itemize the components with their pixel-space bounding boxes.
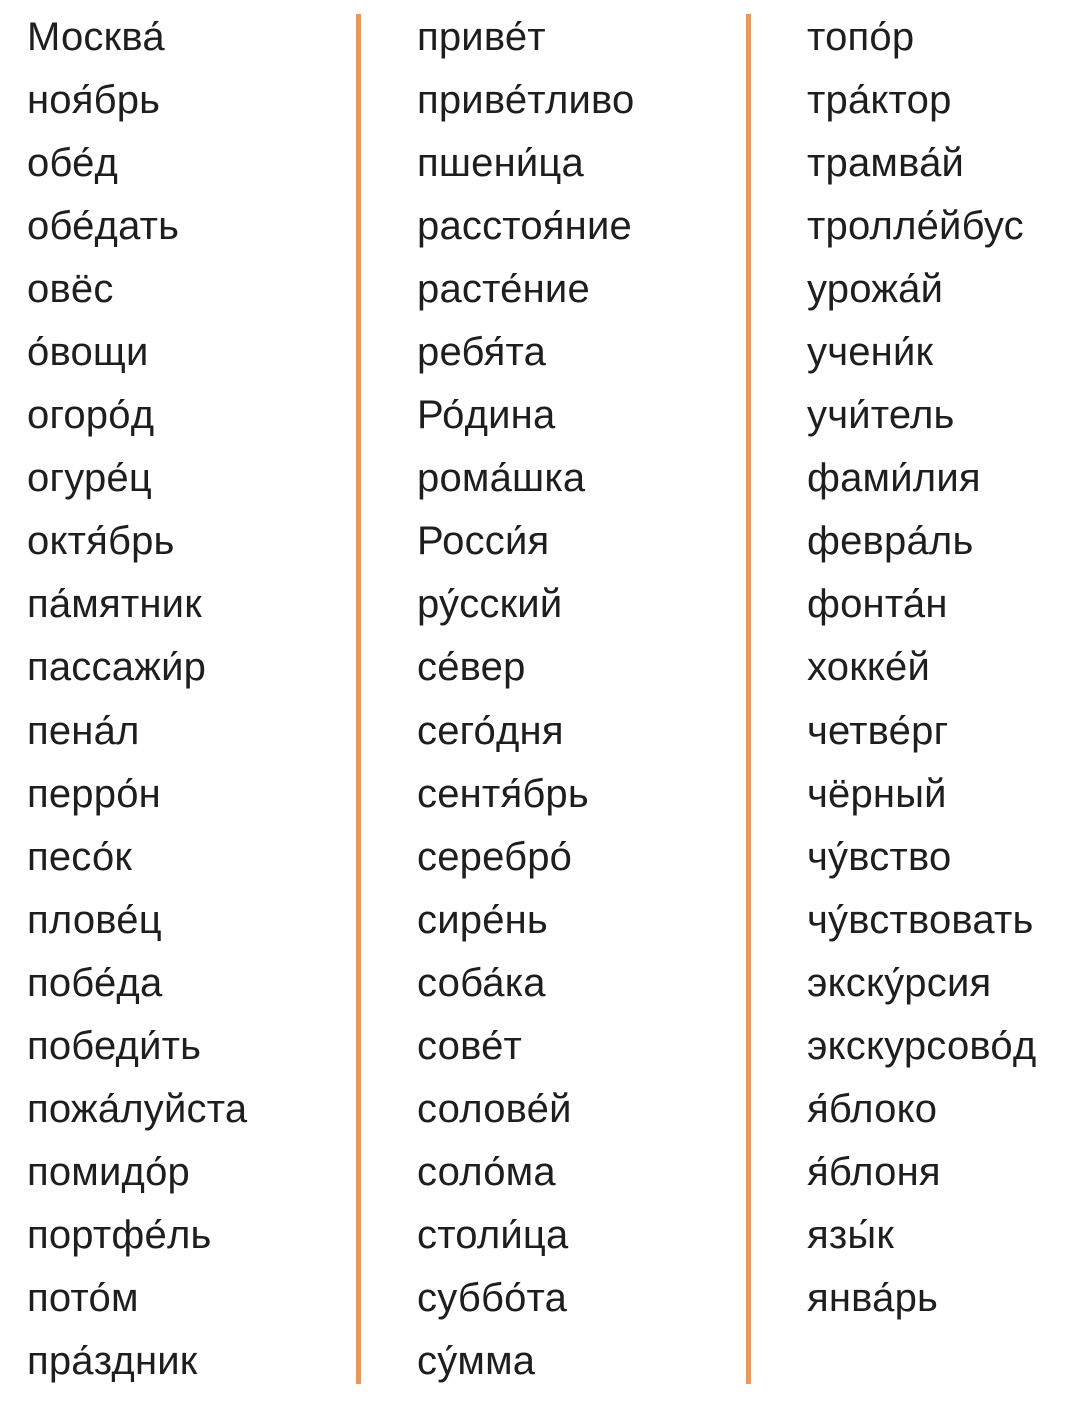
- word-item: плове́ц: [27, 897, 162, 942]
- word-item: о́вощи: [27, 330, 149, 375]
- word-column-2: [417, 6, 634, 1393]
- word-item: суббо́та: [417, 1275, 568, 1320]
- word-column-1: [27, 6, 247, 1393]
- word-item: песо́к: [27, 834, 133, 879]
- word-item: ру́сский: [417, 582, 563, 627]
- word-item: хокке́й: [807, 645, 931, 690]
- word-item: огоро́д: [27, 393, 155, 438]
- word-item: экскурсово́д: [807, 1023, 1037, 1068]
- word-item: ноя́брь: [27, 78, 161, 123]
- word-item: овёс: [27, 267, 114, 312]
- word-item: я́блоко: [807, 1086, 938, 1131]
- word-item: сентя́брь: [417, 771, 589, 816]
- word-item: победи́ть: [27, 1023, 202, 1068]
- word-item: па́мятник: [27, 582, 202, 627]
- word-item: фами́лия: [807, 456, 981, 501]
- word-item: я́блоня: [807, 1149, 941, 1194]
- word-item: расте́ние: [417, 267, 590, 312]
- word-item: топо́р: [807, 15, 915, 59]
- word-item: солове́й: [417, 1086, 572, 1131]
- word-item: тра́ктор: [807, 78, 952, 123]
- word-item: пена́л: [27, 708, 140, 753]
- word-item: язы́к: [807, 1212, 895, 1257]
- word-item: четве́рг: [807, 708, 949, 753]
- word-item: пшени́ца: [417, 141, 584, 186]
- word-item: фонта́н: [807, 582, 948, 627]
- word-item: приве́т: [417, 15, 546, 59]
- word-item: урожа́й: [807, 267, 944, 312]
- word-item: приве́тливо: [417, 78, 635, 123]
- word-item: ребя́та: [417, 330, 547, 375]
- word-item: учи́тель: [807, 393, 955, 438]
- word-item: помидо́р: [27, 1149, 190, 1194]
- word-item: серебро́: [417, 834, 573, 879]
- word-item: сове́т: [417, 1023, 523, 1068]
- word-item: февра́ль: [807, 519, 974, 564]
- word-item: чёрный: [807, 771, 947, 816]
- word-item: обе́дать: [27, 204, 180, 249]
- word-item: побе́да: [27, 960, 163, 1005]
- word-item: пра́здник: [27, 1338, 198, 1383]
- word-item: янва́рь: [807, 1275, 939, 1320]
- word-item: Росси́я: [417, 519, 550, 564]
- word-item: Ро́дина: [417, 393, 556, 438]
- word-item: перро́н: [27, 771, 161, 816]
- word-item: пото́м: [27, 1275, 139, 1320]
- word-column-3: [807, 6, 1036, 1330]
- word-item: огуре́ц: [27, 456, 152, 501]
- word-item: пассажи́р: [27, 645, 207, 690]
- word-item: столи́ца: [417, 1212, 569, 1257]
- word-item: чу́вствовать: [807, 897, 1034, 942]
- column-divider-1: [356, 14, 361, 1384]
- word-item: соба́ка: [417, 960, 546, 1005]
- word-item: су́мма: [417, 1338, 536, 1383]
- word-item: Москва́: [27, 15, 165, 59]
- word-item: се́вер: [417, 645, 526, 690]
- word-item: сире́нь: [417, 897, 548, 942]
- word-item: экску́рсия: [807, 960, 992, 1005]
- word-item: портфе́ль: [27, 1212, 212, 1257]
- word-item: соло́ма: [417, 1149, 556, 1194]
- word-item: пожа́луйста: [27, 1086, 248, 1131]
- word-item: расстоя́ние: [417, 204, 632, 249]
- column-divider-2: [746, 14, 751, 1384]
- word-item: октя́брь: [27, 519, 175, 564]
- word-item: обе́д: [27, 141, 119, 186]
- word-item: рома́шка: [417, 456, 586, 501]
- word-item: тролле́йбус: [807, 204, 1024, 249]
- word-item: трамва́й: [807, 141, 965, 186]
- word-item: учени́к: [807, 330, 934, 375]
- word-item: чу́вство: [807, 834, 952, 879]
- word-item: сего́дня: [417, 708, 564, 753]
